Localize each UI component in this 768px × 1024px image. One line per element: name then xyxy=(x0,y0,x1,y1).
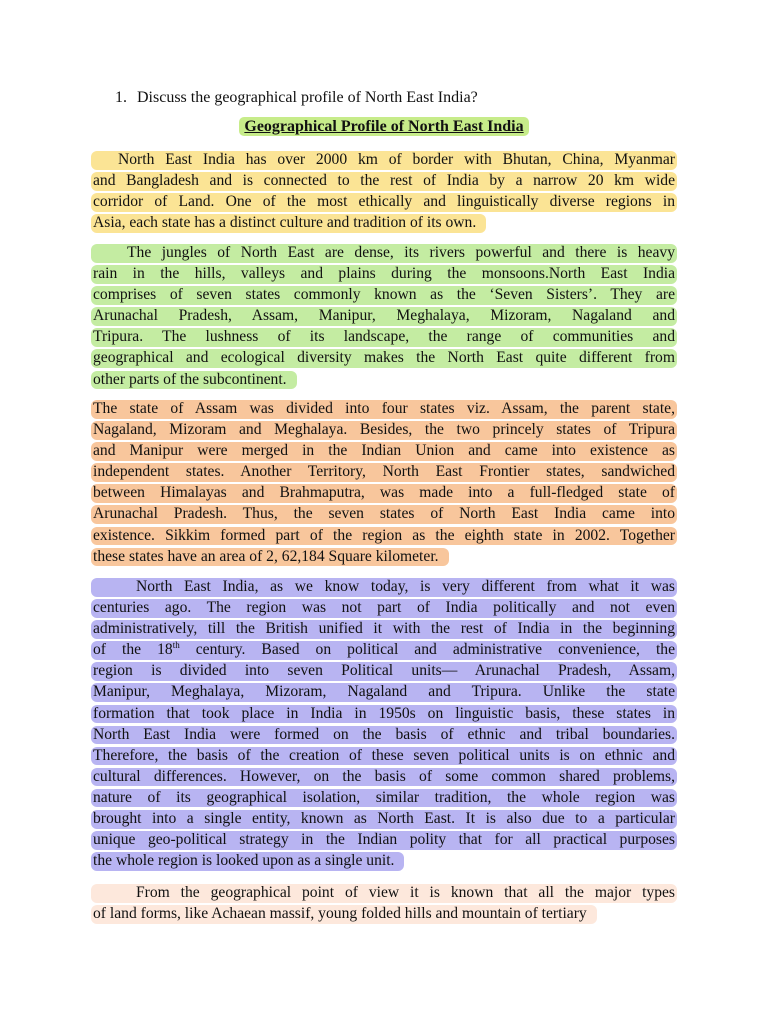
text-line: North East India were formed on the basis of ethnic and tribal boundaries. xyxy=(93,725,675,743)
paragraph-1 xyxy=(91,151,677,240)
text-line: The jungles of North East are dense, its rivers powerful and there is heavy xyxy=(91,244,677,263)
text-line: brought into a single entity, known as North East. It is also due to a particular xyxy=(93,810,675,828)
text-line: North East India, as we know today, is very different from what it was xyxy=(91,578,677,597)
text-line: cultural differences. However, on the basis of some common shared problems, xyxy=(93,767,675,785)
text-line: Arunachal Pradesh. Thus, the seven states of North East India came into xyxy=(93,505,675,523)
text-line: other parts of the subcontinent. xyxy=(91,371,297,390)
text-line: existence. Sikkim formed part of the region as the eighth state in 2002. Together xyxy=(93,526,675,544)
text-line: Arunachal Pradesh, Assam, Manipur, Meghalaya, Mizoram, Nagaland and xyxy=(93,307,675,325)
text-line: corridor of Land. One of the most ethically and linguistically diverse regions in xyxy=(93,193,675,211)
text-line: administratively, till the British unified it with the rest of India in the beginning xyxy=(93,620,675,638)
text-line: between Himalayas and Brahmaputra, was made into a full-fledged state of xyxy=(93,484,675,502)
paragraph-3 xyxy=(91,400,677,574)
text-line: The state of Assam was divided into four states viz. Assam, the parent state, xyxy=(93,400,675,417)
question-text: Discuss the geographical profile of North East India? xyxy=(137,89,478,106)
line-text: of the 18 xyxy=(93,641,173,659)
text-line: From the geographical point of view it is known that all the major types xyxy=(91,884,677,903)
text-line: centuries ago. The region was not part of India politically and not even xyxy=(93,599,675,617)
text-line: comprises of seven states commonly known as the ‘Seven Sisters’. They are xyxy=(93,286,675,304)
text-line: North East India has over 2000 km of border with Bhutan, China, Myanmar xyxy=(91,151,677,170)
section-heading xyxy=(0,116,768,137)
text-line: Therefore, the basis of the creation of these seven political units is on ethnic and xyxy=(93,746,675,764)
text-line xyxy=(91,641,677,660)
text-line: Manipur, Meghalaya, Mizoram, Nagaland and Tripura. Unlike the state xyxy=(93,683,675,701)
text-line: the whole region is looked upon as a single unit. xyxy=(91,852,404,871)
paragraph-5 xyxy=(91,884,677,931)
question xyxy=(115,87,478,108)
text-line: and Bangladesh and is connected to the rest of India by a narrow 20 km wide xyxy=(93,172,675,190)
question-number: 1. xyxy=(115,89,127,106)
text-line: formation that took place in India in 1950s on linguistic basis, these states in xyxy=(93,704,675,722)
text-line: unique geo-political strategy in the Indian polity that for all practical purposes xyxy=(93,831,675,849)
text-line: and Manipur were merged in the Indian Union and came into existence as xyxy=(93,442,675,460)
text-line: Tripura. The lushness of its landscape, the range of communities and xyxy=(93,328,675,346)
section-heading-text: Geographical Profile of North East India xyxy=(239,117,528,136)
paragraph-2 xyxy=(91,244,677,397)
text-line: of land forms, like Achaean massif, young folded hills and mountain of tertiary xyxy=(91,905,597,924)
text-line: these states have an area of 2, 62,184 Square kilometer. xyxy=(91,548,449,567)
text-line: Asia, each state has a distinct culture and tradition of its own. xyxy=(91,214,486,233)
text-line: region is divided into seven Political units— Arunachal Pradesh, Assam, xyxy=(93,662,675,680)
superscript: th xyxy=(172,641,180,651)
text-line: independent states. Another Territory, North East Frontier states, sandwiched xyxy=(93,463,675,481)
text-line: rain in the hills, valleys and plains during the monsoons.North East India xyxy=(93,265,675,283)
text-line: Nagaland, Mizoram and Meghalaya. Besides, the two princely states of Tripura xyxy=(93,421,675,439)
text-line: nature of its geographical isolation, similar tradition, the whole region was xyxy=(93,788,675,806)
paragraph-4 xyxy=(91,578,677,878)
line-text: century. Based on political and administrative convenience, the xyxy=(179,641,675,659)
text-line: geographical and ecological diversity makes the North East quite different from xyxy=(93,349,675,367)
